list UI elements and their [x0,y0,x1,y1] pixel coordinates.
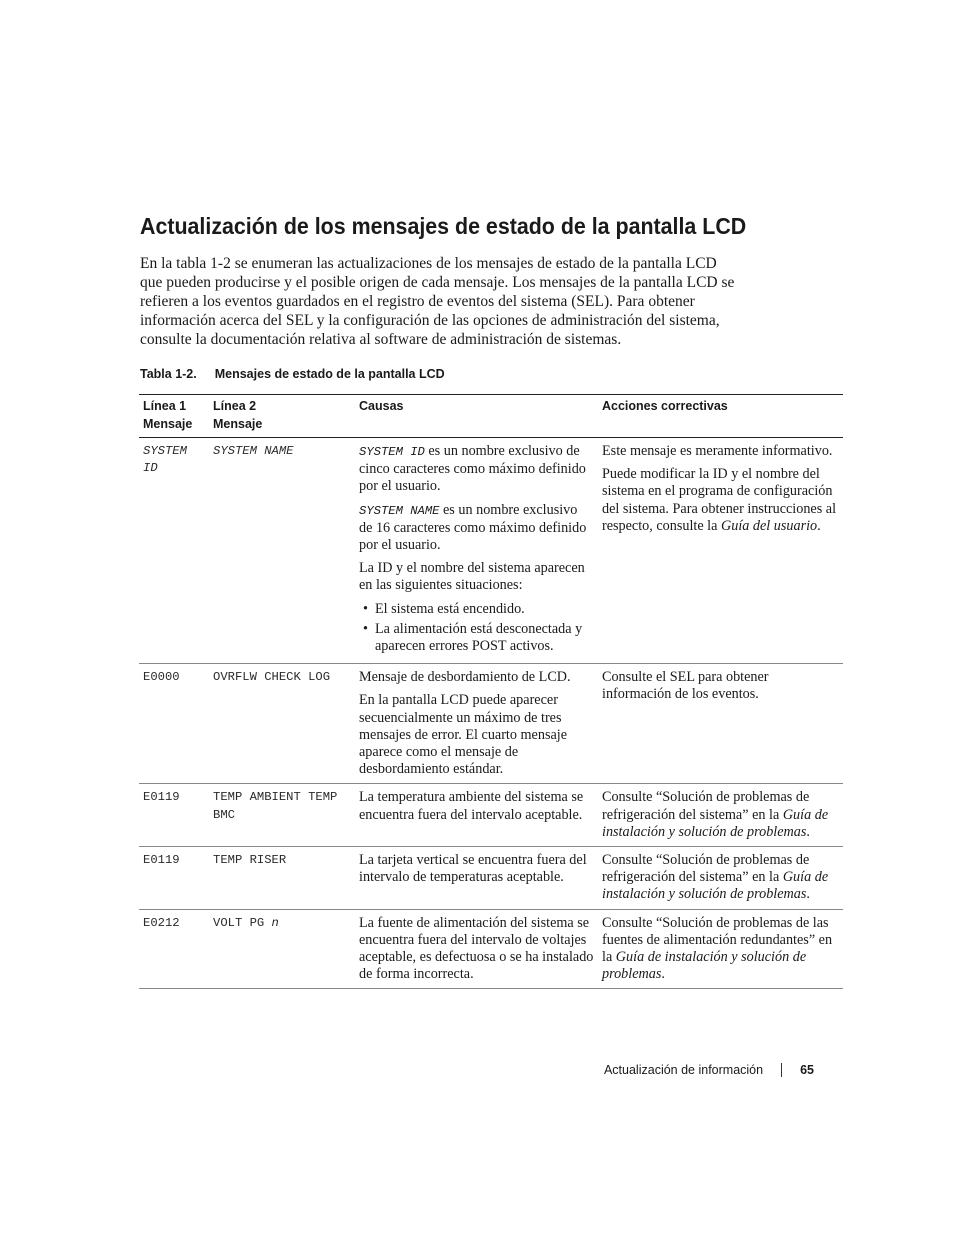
row4-line2: TEMP RISER [209,847,355,910]
row3-action-text: Consulte “Solución de problemas de refrigeración del sistema” en la [602,789,810,823]
row4-action-italic: Guía de instalación y solución de problemas [602,869,829,903]
header-line1 [139,395,209,438]
row1-action-p2-end: . [817,517,821,534]
row2-line1: E0000 [139,664,209,784]
row5-line2-var: n [271,915,279,930]
row2-line2: OVRFLW CHECK LOG [209,664,355,784]
header-line1-a: Línea 1 [143,399,187,413]
row3-line1: E0119 [139,784,209,847]
table-caption [140,367,445,381]
row4-line1: E0119 [139,847,209,910]
row1-line1: SYSTEM ID [139,438,209,664]
header-line2 [209,395,355,438]
row5-causes: La fuente de alimentación del sistema se encuentra fuera del intervalo de voltajes aceptable, es defectuosa o se ha instalado de forma incorrecta. [355,909,598,989]
header-line2-a: Línea 2 [213,399,257,413]
row4-actions [598,847,843,910]
row2-cause-p1: Mensaje de desbordamiento de LCD. [359,669,571,686]
row4-action-end: . [806,886,810,903]
row5-line1: E0212 [139,909,209,989]
row1-cause-p1 [359,443,594,496]
header-line2-b: Mensaje [213,417,263,431]
list-item: • La alimentación está desconectada y aparecen errores POST activos. [375,621,594,655]
row5-action-text: Consulte “Solución de problemas de las fuentes de alimentación redundantes” en la [602,914,833,966]
row5-line2-prefix: VOLT PG [213,915,272,930]
row2-causes [355,664,598,784]
lcd-status-table [139,394,843,989]
row1-cause-list [359,601,594,656]
header-causes: Causas [355,395,598,438]
row4-causes: La tarjeta vertical se encuentra fuera del intervalo de temperaturas aceptable. [355,847,598,910]
row1-cause-p3: La ID y el nombre del sistema aparecen en las siguientes situaciones: [359,560,585,594]
row3-causes: La temperatura ambiente del sistema se encuentra fuera del intervalo aceptable. [355,784,598,847]
row1-action-p1: Este mensaje es meramente informativo. [602,443,833,459]
row5-action-italic: Guía de instalación y solución de problemas [602,949,807,983]
row1-cause-p2-text: es un nombre exclusivo de 16 caracteres como máximo definido por el usuario. [359,501,587,554]
table-caption-number: Tabla 1-2. [140,367,197,381]
list-item: • El sistema está encendido. [375,601,594,618]
table-row [139,847,843,910]
row1-action-p2 [602,466,839,535]
row3-line2: TEMP AMBIENT TEMP BMC [209,784,355,847]
footer-chapter: Actualización de información [603,1063,764,1077]
table-caption-title: Mensajes de estado de la pantalla LCD [214,367,445,381]
header-line1-b: Mensaje [143,417,193,431]
row3-actions [598,784,843,847]
row1-cause-p1-text: es un nombre exclusivo de cinco caracteres como máximo definido por el usuario. [359,443,586,495]
row1-actions [598,438,843,664]
table-row [139,664,843,784]
page-footer [604,1063,814,1077]
row2-cause-p2: En la pantalla LCD puede aparecer secuencialmente un máximo de tres mensajes de error. El cuarto mensaje aparece como el mensaje de desbordamiento estándar. [359,692,567,778]
intro-paragraph: En la tabla 1-2 se enumeran las actualizaciones de los mensajes de estado de la pantalla LCD que pueden producirse y el posible origen de cada mensaje. Los mensajes de la pantalla LCD se refieren a los eventos guardados en el registro de eventos del sistema (SEL). Para obtener información acerca del SEL y la configuración de las opciones de administración del sistema, consulte la documentación relativa al software de administración de sistemas. [140,255,735,348]
header-actions: Acciones correctivas [598,395,843,438]
row1-line2: SYSTEM NAME [209,438,355,664]
table-header-row [139,395,843,438]
row1-action-p2-text: Puede modificar la ID y el nombre del sistema en el programa de configuración del sistema. Para obtener instrucciones al respecto, consulte la [602,466,837,534]
row2-actions: Consulte el SEL para obtener información de los eventos. [598,664,843,784]
table-row [139,909,843,989]
footer-divider [781,1063,782,1077]
table-row [139,784,843,847]
page-number: 65 [800,1063,814,1077]
section-title: Actualización de los mensajes de estado de la pantalla LCD [140,213,747,239]
row1-causes [355,438,598,664]
row1-cause-p2 [359,502,594,555]
row5-actions [598,909,843,989]
row3-action-end: . [806,823,810,840]
row3-action-italic: Guía de instalación y solución de problemas [602,806,829,840]
row1-cause-p2-code: SYSTEM NAME [359,503,440,518]
row1-cause-p1-code: SYSTEM ID [359,445,425,459]
table-row [139,438,843,664]
row5-line2 [209,909,355,989]
row5-action-end: . [661,966,665,983]
row1-action-p2-italic: Guía del usuario [720,517,818,534]
row4-action-text: Consulte “Solución de problemas de refrigeración del sistema” en la [602,852,810,886]
